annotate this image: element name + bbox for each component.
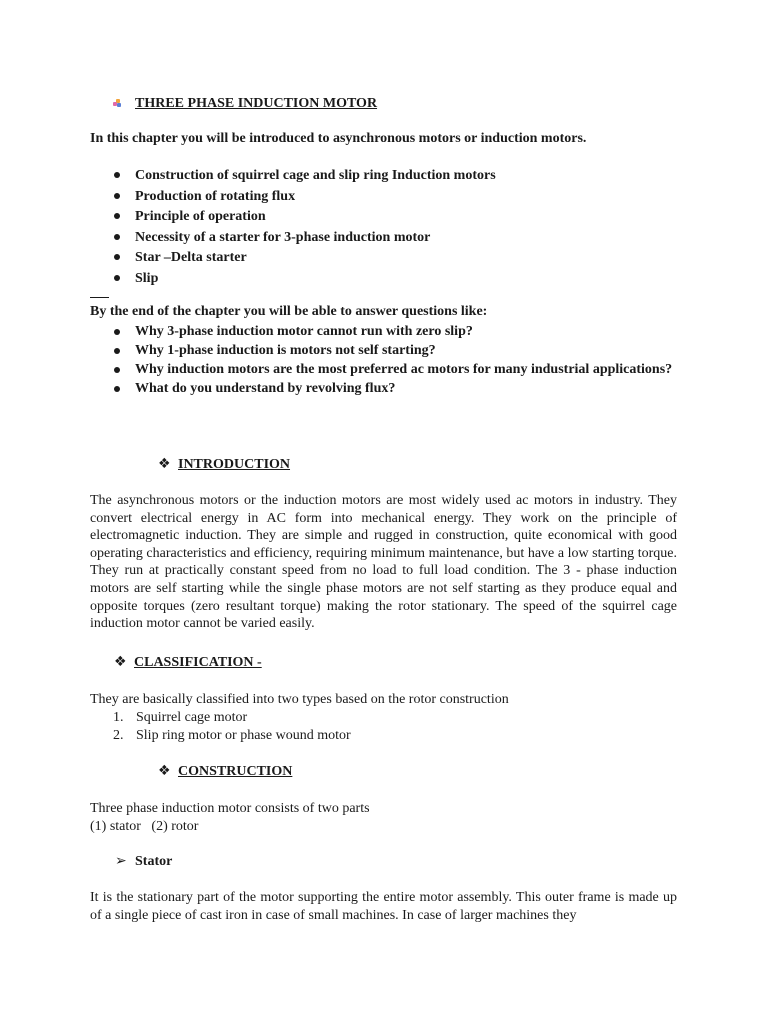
- section-heading-label: INTRODUCTION: [178, 457, 291, 472]
- classification-text: They are basically classified into two types based on the rotor construction: [90, 692, 509, 707]
- construction-text: [90, 800, 370, 836]
- list-item-label: Squirrel cage motor: [136, 710, 248, 725]
- list-item: Construction of squirrel cage and slip ring Induction motors: [90, 166, 680, 185]
- short-divider: [90, 297, 109, 298]
- section-heading-label: CONSTRUCTION: [178, 764, 293, 779]
- list-item: Star –Delta starter: [90, 248, 680, 267]
- list-item-label: Slip ring motor or phase wound motor: [136, 728, 351, 743]
- motor-types-list: [113, 709, 351, 745]
- section-heading-introduction: [158, 455, 290, 474]
- list-item: Slip: [90, 269, 680, 288]
- list-item: Why 3-phase induction motor cannot run with zero slip?: [90, 323, 677, 341]
- list-item: Why 1-phase induction is motors not self starting?: [90, 342, 677, 360]
- chapter-title: [113, 94, 377, 113]
- questions-heading: By the end of the chapter you will be able to answer questions like:: [90, 304, 488, 319]
- section-heading-label: CLASSIFICATION -: [134, 655, 262, 670]
- four-diamond-icon: ❖: [114, 654, 127, 670]
- topics-list: [90, 166, 680, 290]
- arrowhead-icon: ➢: [115, 853, 127, 869]
- list-number: 2.: [113, 728, 124, 743]
- four-diamond-icon: ❖: [158, 456, 171, 472]
- list-item: Principle of operation: [90, 207, 680, 226]
- list-item: [113, 709, 351, 727]
- list-item: Necessity of a starter for 3-phase induction motor: [90, 228, 680, 247]
- list-item: Why induction motors are the most preferred ac motors for many industrial applications?: [90, 361, 677, 379]
- multicolor-square-bullet-icon: [113, 99, 121, 107]
- stator-paragraph: It is the stationary part of the motor supporting the entire motor assembly. This outer frame is made up of a single piece of cast iron in case of small machines. In case of larger machines they: [90, 890, 677, 923]
- construction-line-2: (1) stator (2) rotor: [90, 819, 199, 834]
- chapter-intro-line: In this chapter you will be introduced to asynchronous motors or induction motors.: [90, 131, 587, 146]
- four-diamond-icon: ❖: [158, 763, 171, 779]
- section-heading-classification: [114, 653, 262, 672]
- list-item: Production of rotating flux: [90, 187, 680, 206]
- list-item: [113, 727, 351, 745]
- list-number: 1.: [113, 710, 124, 725]
- chapter-title-text: THREE PHASE INDUCTION MOTOR: [135, 96, 378, 111]
- subsection-heading-stator: [115, 852, 172, 871]
- questions-list: [90, 323, 677, 399]
- subsection-heading-label: Stator: [135, 854, 173, 869]
- introduction-paragraph: The asynchronous motors or the induction motors are most widely used ac motors in industry. They convert electrical energy in AC form into mechanical energy. They work on the principle of electromagnetic induction. They are simple and rugged in construction, quite economical with good operating characteristics and efficiency, requiring minimum maintenance, but have a low starting torque. They run at practically constant speed from no load to full load condition. The 3 - phase induction motors are self starting while the single phase motors are not self starting as they produce equal and opposite torques (zero resultant torque) making the rotor stationary. The speed of the squirrel cage induction motor cannot be varied easily.: [90, 493, 677, 632]
- construction-line-1: Three phase induction motor consists of two parts: [90, 801, 370, 816]
- list-item: What do you understand by revolving flux?: [90, 380, 677, 398]
- section-heading-construction: [158, 762, 292, 781]
